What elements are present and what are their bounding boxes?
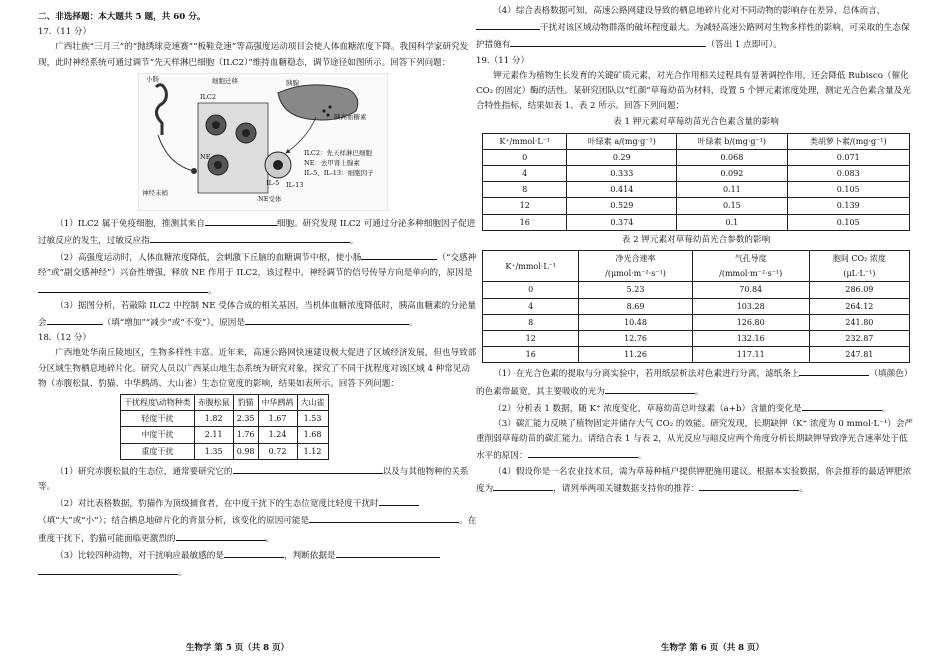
answer-blank[interactable]	[300, 232, 350, 243]
footer-left: 生物学 第 5 页（共 8 页）	[185, 643, 290, 653]
column-header	[692, 251, 809, 282]
table-cell: 0.98	[233, 443, 258, 459]
table-cell: 0.29	[567, 149, 677, 165]
table-cell: 0.1	[677, 214, 787, 230]
column-header: 赤腹松鼠	[194, 395, 233, 411]
column-header-line: 净光合速率	[615, 254, 656, 264]
table-cell: 11.26	[579, 347, 692, 363]
table-cell: 1.12	[297, 443, 328, 459]
q19-part4: （4）假设你是一名农业技术员，需为草莓种植户提供钾肥施用建议。根据本实验数据，你会推荐的最适钾肥浓度为 ，请列举两项关键数据支持你的推荐： 。	[476, 466, 912, 494]
q17-part1: （1）ILC2 属于免疫细胞，推测其来自 细胞。研究发现 ILC2 可通过分泌多种细胞因子促进过敏反应的发生，过敏反应指 。	[38, 215, 478, 249]
table-cell: 12	[483, 331, 579, 347]
table-cell: 1.82	[194, 411, 233, 427]
table-cell: 0.529	[567, 198, 677, 214]
q17-intro: 广西壮族“三月三”的“抛绣球竞速赛”“板鞋竞速”等高强度运动项目会使人体血糖浓度下降。我国科学家研究发现，此时神经系统可通过调节“先天样淋巴细胞（ILC2）”维持血糖稳态，调节途径如图所示。回答下列问题：	[38, 42, 469, 68]
table-cell: 10.48	[579, 314, 692, 330]
q18-table	[120, 394, 329, 460]
answer-blank[interactable]	[476, 19, 540, 30]
table-row	[483, 198, 910, 214]
column-header: 大山雀	[297, 395, 328, 411]
footer-right: 生物学 第 6 页（共 8 页）	[660, 643, 765, 653]
table-cell: 103.28	[692, 298, 809, 314]
q17-part2: （2）高强度运动时，人体血糖浓度降低，会刺激下丘脑的血糖调节中枢，使小肠 （“交感神经”或“副交感神经”）兴奋性增强，释放 NE 作用于 ILC2，该过程中，神经调节的信号传导方向是单向的，原因是。	[38, 249, 478, 299]
answer-blank[interactable]	[528, 447, 638, 458]
column-header-line: /(μmol·m⁻²·s⁻¹)	[605, 269, 666, 279]
table-cell: 0.105	[787, 182, 910, 198]
column-header-line: 胞间 CO₂ 浓度	[832, 254, 886, 264]
label-ne-receptor: NE受体	[258, 194, 282, 203]
table-row	[483, 314, 910, 330]
q17-diagram	[138, 73, 388, 211]
table-cell: 5.23	[579, 282, 692, 298]
column-header	[809, 251, 909, 282]
table-header-row	[121, 395, 329, 411]
table-cell: 0.092	[677, 166, 787, 182]
table-header-row	[483, 133, 910, 149]
q17-head: 17.（11 分）	[38, 27, 92, 38]
column-header: 干扰程度\动物种类	[121, 395, 195, 411]
q19-head: 19.（11 分）	[476, 55, 530, 66]
label-il13: IL-13	[286, 180, 304, 189]
q18-part3: （3）比较四种动物，对干扰响应最敏感的是 ，判断依据是。	[38, 547, 478, 581]
answer-blank[interactable]	[361, 249, 395, 260]
table-header-row	[483, 251, 910, 282]
answer-blank[interactable]	[605, 383, 695, 394]
label-glucagon: 胰高血糖素	[334, 112, 367, 121]
column-header-line: K⁺/mmol·L⁻¹	[505, 261, 557, 271]
table-cell: 8.69	[579, 298, 692, 314]
column-header	[579, 251, 692, 282]
answer-blank[interactable]	[799, 365, 869, 376]
table1-caption: 表 1 钾元素对草莓幼苗光合色素含量的影响	[613, 117, 779, 128]
table-row	[483, 347, 910, 363]
q18-part4: （4）综合表格数据可知，高速公路网建设导致的栖息地碎片化对不同动物的影响存在差异，总体而言，干扰对该区域动物群落的破坏程度最大。为减轻高速公路网对生物多样性的影响，可采取的生态保护措施有 （答出 1 点即可）。	[476, 6, 910, 51]
column-header: 叶绿素 b/(mg·g⁻¹)	[677, 133, 787, 149]
table-cell: 1.76	[233, 427, 258, 443]
column-header: 叶绿素 a/(mg·g⁻¹)	[567, 133, 677, 149]
q19-part2: （2）分析表 1 数据，随 K⁺ 浓度变化，草莓幼苗总叶绿素（a+b）含量的变化是 。	[476, 400, 916, 417]
answer-blank[interactable]	[233, 463, 383, 474]
table-cell: 16	[483, 214, 567, 230]
column-header-line: (μL·L⁻¹)	[843, 269, 876, 279]
column-header: K⁺/mmol·L⁻¹	[483, 133, 567, 149]
table-cell: 0.139	[787, 198, 910, 214]
table-cell: 12	[483, 198, 567, 214]
q19-table1	[482, 133, 910, 231]
answer-blank[interactable]	[279, 314, 409, 325]
table-cell: 1.53	[297, 411, 328, 427]
table-cell: 1.67	[258, 411, 297, 427]
table-cell: 0	[483, 282, 579, 298]
answer-blank[interactable]	[150, 232, 300, 243]
column-header	[483, 251, 579, 282]
section-header: 二、非选择题：本大题共 5 题，共 60 分。	[38, 12, 206, 22]
answer-blank[interactable]	[47, 314, 103, 325]
answer-blank[interactable]	[510, 36, 650, 47]
table-cell: 1.24	[258, 427, 297, 443]
table-cell: 1.35	[194, 443, 233, 459]
answer-blank[interactable]	[802, 400, 882, 411]
q18-part2: （2）对比表格数据，豹猫作为顶级捕食者，在中度干扰下的生态位宽度比轻度干扰时（填“大”或“小”）；结合栖息地碎片化的背景分析，该变化的原因可能是 。在重度干扰下，豹猫可能面临更激烈的 。	[38, 495, 478, 547]
answer-blank[interactable]	[369, 512, 459, 523]
answer-blank[interactable]	[38, 282, 208, 293]
legend-il: IL-5、IL-13：细胞因子	[304, 168, 374, 177]
table-cell: 8	[483, 314, 579, 330]
table-cell: 8	[483, 182, 567, 198]
table-row	[483, 331, 910, 347]
table-cell: 中度干扰	[121, 427, 195, 443]
answer-blank[interactable]	[699, 480, 799, 491]
table-cell: 0.11	[677, 182, 787, 198]
table-cell: 4	[483, 166, 567, 182]
table-cell: 16	[483, 347, 579, 363]
table-cell: 0.071	[787, 149, 910, 165]
table-row	[483, 149, 910, 165]
column-header: 中华鹧鸪	[258, 395, 297, 411]
table-cell: 241.80	[809, 314, 909, 330]
table2-caption: 表 2 钾元素对草莓幼苗光合参数的影响	[621, 234, 771, 245]
table-cell: 重度干扰	[121, 443, 195, 459]
answer-blank[interactable]	[38, 564, 178, 575]
table-cell: 117.11	[692, 347, 809, 363]
label-small-intestine: 小肠	[146, 74, 159, 83]
table-cell: 0.333	[567, 166, 677, 182]
table-row	[483, 282, 910, 298]
answer-blank[interactable]	[176, 530, 266, 541]
diagram-drawing	[138, 73, 388, 211]
answer-blank[interactable]	[379, 495, 419, 506]
legend-ne: NE：去甲肾上腺素	[304, 158, 360, 167]
table-cell: 232.87	[809, 331, 909, 347]
label-ilc2: ILC2	[200, 92, 216, 101]
table-cell: 0.083	[787, 166, 910, 182]
table-row	[121, 411, 329, 427]
table-row	[483, 214, 910, 230]
left-page	[38, 10, 478, 669]
table-cell: 247.81	[809, 347, 909, 363]
answer-blank[interactable]	[395, 249, 437, 260]
q19-part1: （1）在光合色素的提取与分离实验中，若用纸层析法对色素进行分离，滤纸条上 （填颜色）的色素带最宽，其主要吸收的光为 。	[476, 365, 916, 399]
table-cell: 132.16	[692, 331, 809, 347]
label-pancreas: 胰腺	[286, 78, 299, 87]
table-cell: 126.80	[692, 314, 809, 330]
answer-blank[interactable]	[224, 547, 284, 558]
answer-blank[interactable]	[336, 547, 440, 558]
q19-part3: （3）碳汇能力反映了植物固定并储存大气 CO₂ 的效能。研究发现，长期缺钾（K⁺ 浓度为 0 mmol·L⁻¹）会严重削弱草莓幼苗的碳汇能力。请结合表 1 与表 2，从光反应与暗反应两个角度分析长期缺钾导致净光合速率处于低水平的原因： 。	[476, 419, 914, 462]
q17-part3: （3）据图分析，若敲除 ILC2 中控制 NE 受体合成的相关基因，当机体血糖浓度降低时，胰高血糖素的分泌量会 （填“增加”“减少”或“不变”），原因是 。	[38, 300, 477, 329]
table-cell: 70.84	[692, 282, 809, 298]
q18-intro: 广西地处华南丘陵地区，生物多样性丰富。近年来，高速公路网快速建设极大促进了区域经济发展，但也导致部分区域生物栖息地碎片化。研究人员以广西某山地生态系统为研究对象，探究了不同干扰程度对该区域 4 种常见动物（赤腹松鼠、豹猫、中华鹧鸪、大山雀）生态位宽度的影响，结果如表所示。回答下列问题：	[38, 348, 477, 389]
label-ne: NE	[200, 152, 211, 161]
table-cell: 0	[483, 149, 567, 165]
table-cell: 12.76	[579, 331, 692, 347]
table-row	[121, 427, 329, 443]
column-header-line: 气孔导度	[734, 254, 767, 264]
answer-blank[interactable]	[205, 215, 277, 226]
answer-blank[interactable]	[309, 512, 369, 523]
table-cell: 0.15	[677, 198, 787, 214]
right-page	[476, 4, 916, 663]
table-cell: 286.09	[809, 282, 909, 298]
label-neuron: 神经末梢	[142, 188, 168, 197]
table-cell: 0.414	[567, 182, 677, 198]
table-cell: 轻度干扰	[121, 411, 195, 427]
answer-blank[interactable]	[493, 480, 553, 491]
column-header: 豹猫	[233, 395, 258, 411]
q19-table2	[482, 250, 910, 363]
table-cell: 0.72	[258, 443, 297, 459]
table-cell: 0.068	[677, 149, 787, 165]
table-cell: 2.11	[194, 427, 233, 443]
column-header: 类胡萝卜素/(mg·g⁻¹)	[787, 133, 910, 149]
table-row	[121, 443, 329, 459]
table-cell: 4	[483, 298, 579, 314]
table-cell: 1.68	[297, 427, 328, 443]
table-cell: 0.105	[787, 214, 910, 230]
label-il5: IL-5	[266, 178, 280, 187]
table-cell: 264.12	[809, 298, 909, 314]
q18-part1: （1）研究赤腹松鼠的生态位，通常要研究它的 以及与其他物种的关系等。	[38, 463, 478, 495]
answer-blank[interactable]	[245, 314, 279, 325]
table-cell: 2.35	[233, 411, 258, 427]
table-cell: 0.374	[567, 214, 677, 230]
answer-blank[interactable]	[650, 36, 706, 47]
table-row	[483, 182, 910, 198]
q19-intro: 钾元素作为植物生长发育的关键矿质元素，对光合作用相关过程具有显著调控作用，还会降低 Rubisco（催化 CO₂ 的固定）酶的活性。某研究团队以“红颜”草莓幼苗为材料，设置 5 个钾元素浓度处理，测定光合色素含量及光合特性指标，结果如表 1、表 2 所示。回答下列问题：	[476, 70, 911, 112]
legend-ilc2: ILC2：先天样淋巴细胞	[304, 148, 372, 157]
label-cell-migration: 细胞迁移	[212, 76, 238, 85]
column-header-line: /(mmol·m⁻²·s⁻¹)	[719, 269, 783, 279]
table-row	[483, 298, 910, 314]
q18-head: 18.（12 分）	[38, 333, 92, 344]
table-row	[483, 166, 910, 182]
